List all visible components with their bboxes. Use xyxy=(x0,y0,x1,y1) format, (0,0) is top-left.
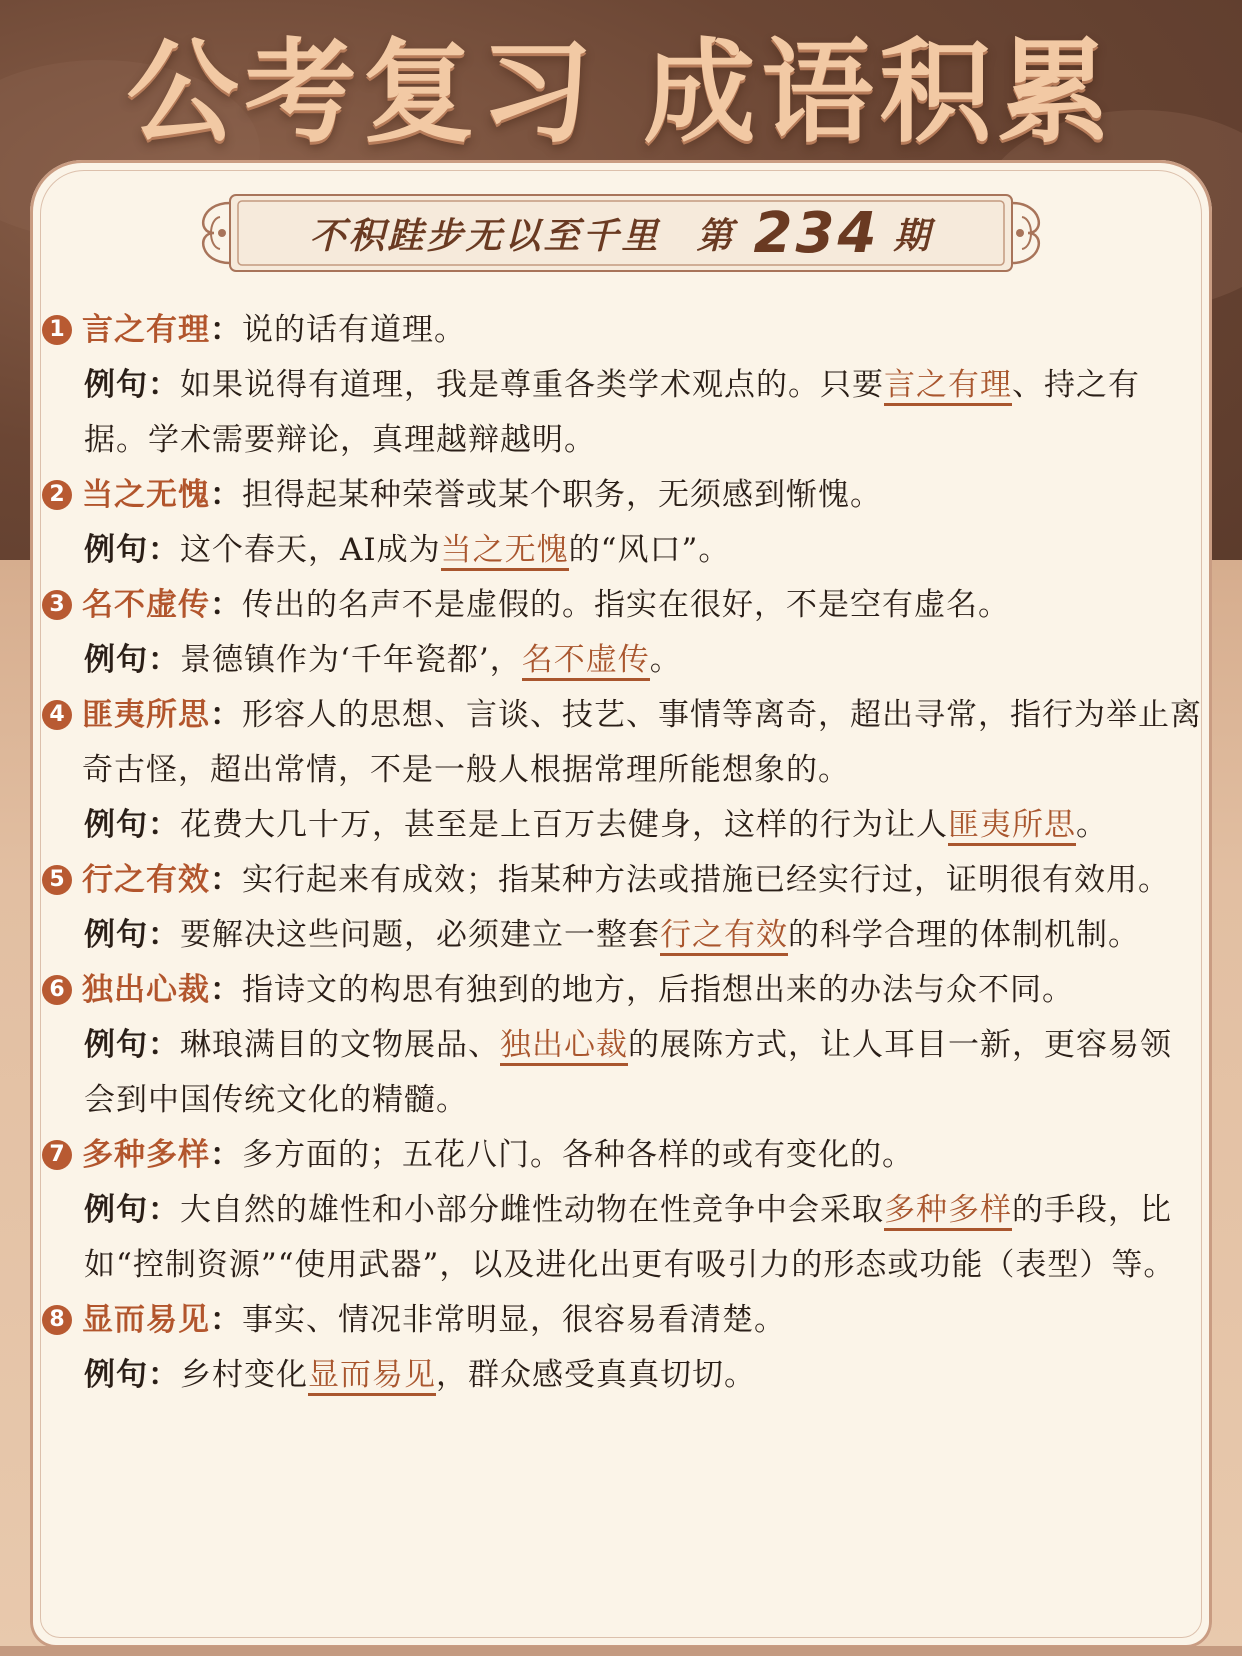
idiom-definition: 事实、情况非常明显，很容易看清楚。 xyxy=(242,1302,786,1338)
example-highlight: 独出心裁 xyxy=(500,1027,628,1066)
example-label: 例句： xyxy=(84,1357,180,1393)
example-text-post: ，群众感受真真切切。 xyxy=(436,1357,756,1393)
example-text-post: 。 xyxy=(649,642,682,678)
idiom-term: 当之无愧 xyxy=(82,477,210,513)
idiom-definition: 传出的名声不是虚假的。指实在很好，不是空有虚名。 xyxy=(242,587,1010,623)
example-text-pre: 这个春天，AI成为 xyxy=(180,532,441,568)
idiom-term: 匪夷所思 xyxy=(82,697,210,733)
idiom-entry xyxy=(42,303,1212,468)
example-highlight: 显而易见 xyxy=(308,1357,436,1396)
example-label: 例句： xyxy=(84,807,180,843)
bottom-border xyxy=(0,1646,1242,1656)
idiom-term: 名不虚传 xyxy=(82,587,210,623)
idiom-entry xyxy=(42,1293,1212,1403)
example-sentence xyxy=(42,633,1202,688)
example-highlight: 当之无愧 xyxy=(441,532,569,571)
idiom-entry xyxy=(42,963,1212,1128)
example-sentence xyxy=(42,798,1202,853)
example-label: 例句： xyxy=(84,642,180,678)
idiom-definition: 说的话有道理。 xyxy=(242,312,466,348)
example-text-pre: 乡村变化 xyxy=(180,1357,308,1393)
colon: ： xyxy=(210,1137,242,1173)
page-title: 公考复习 成语积累 xyxy=(126,28,1116,158)
example-highlight: 言之有理 xyxy=(884,367,1012,406)
example-label: 例句： xyxy=(84,1192,180,1228)
idiom-term: 行之有效 xyxy=(82,862,210,898)
banner-text xyxy=(190,183,1052,283)
idiom-entry xyxy=(42,578,1212,688)
example-sentence xyxy=(42,1348,1202,1403)
example-label: 例句： xyxy=(84,532,180,568)
issue-banner xyxy=(190,183,1052,283)
example-text-post: 的“风口”。 xyxy=(568,532,731,568)
example-sentence xyxy=(42,358,1202,468)
colon: ： xyxy=(210,477,242,513)
idiom-term: 多种多样 xyxy=(82,1137,210,1173)
example-text-pre: 花费大几十万，甚至是上百万去健身，这样的行为让人 xyxy=(180,807,948,843)
issue-number: 234 xyxy=(753,200,880,266)
number-badge: 5 xyxy=(42,865,72,895)
idiom-definition: 多方面的；五花八门。各种各样的或有变化的。 xyxy=(242,1137,914,1173)
colon: ： xyxy=(210,312,242,348)
number-badge: 2 xyxy=(42,480,72,510)
example-label: 例句： xyxy=(84,367,180,403)
example-highlight: 匪夷所思 xyxy=(948,807,1076,846)
colon: ： xyxy=(210,972,242,1008)
idiom-entry xyxy=(42,1128,1212,1293)
idiom-definition: 形容人的思想、言谈、技艺、事情等离奇，超出寻常，指行为举止离奇古怪，超出常情，不是一般人根据常理所能想象的。 xyxy=(82,697,1202,788)
number-badge: 7 xyxy=(42,1140,72,1170)
example-highlight: 多种多样 xyxy=(884,1192,1012,1231)
number-badge: 1 xyxy=(42,315,72,345)
issue-suffix: 期 xyxy=(893,215,933,257)
issue-prefix: 第 xyxy=(696,215,736,257)
example-highlight: 行之有效 xyxy=(660,917,788,956)
example-text-pre: 琳琅满目的文物展品、 xyxy=(180,1027,500,1063)
example-label: 例句： xyxy=(84,917,180,953)
idiom-definition: 指诗文的构思有独到的地方，后指想出来的办法与众不同。 xyxy=(242,972,1074,1008)
idiom-definition: 实行起来有成效；指某种方法或措施已经实行过，证明很有效用。 xyxy=(242,862,1170,898)
example-sentence xyxy=(42,908,1202,963)
colon: ： xyxy=(210,587,242,623)
example-text-post: 的手段，比如“控制资源”“使用武器”，以及进化出更有吸引力的形态或功能（表型）等。 xyxy=(84,1192,1176,1283)
example-text-pre: 要解决这些问题，必须建立一整套 xyxy=(180,917,660,953)
idiom-list xyxy=(42,303,1212,1403)
number-badge: 6 xyxy=(42,975,72,1005)
idiom-term: 言之有理 xyxy=(82,312,210,348)
idiom-entry xyxy=(42,853,1212,963)
example-sentence xyxy=(42,523,1202,578)
colon: ： xyxy=(210,862,242,898)
idiom-term: 显而易见 xyxy=(82,1302,210,1338)
example-text-post: 的科学合理的体制机制。 xyxy=(788,917,1140,953)
idiom-entry xyxy=(42,468,1212,578)
example-text-post: 。 xyxy=(1076,807,1108,843)
example-sentence xyxy=(42,1183,1202,1293)
example-highlight: 名不虚传 xyxy=(522,642,650,681)
example-text-post: 的展陈方式，让人耳目一新，更容易领会到中国传统文化的精髓。 xyxy=(84,1027,1172,1118)
idiom-term: 独出心裁 xyxy=(82,972,210,1008)
example-sentence xyxy=(42,1018,1202,1128)
example-text-post: 、持之有据。学术需要辩论，真理越辩越明。 xyxy=(84,367,1140,458)
example-label: 例句： xyxy=(84,1027,180,1063)
idiom-entry xyxy=(42,688,1212,853)
idiom-definition: 担得起某种荣誉或某个职务，无须感到惭愧。 xyxy=(242,477,882,513)
example-text-pre: 景德镇作为‘千年瓷都’， xyxy=(180,642,522,678)
colon: ： xyxy=(210,697,242,733)
example-text-pre: 如果说得有道理，我是尊重各类学术观点的。只要 xyxy=(180,367,884,403)
colon: ： xyxy=(210,1302,242,1338)
number-badge: 3 xyxy=(42,590,72,620)
banner-motto: 不积跬步无以至千里 xyxy=(309,215,661,257)
example-text-pre: 大自然的雄性和小部分雌性动物在性竞争中会采取 xyxy=(180,1192,884,1228)
number-badge: 4 xyxy=(42,700,72,730)
number-badge: 8 xyxy=(42,1305,72,1335)
